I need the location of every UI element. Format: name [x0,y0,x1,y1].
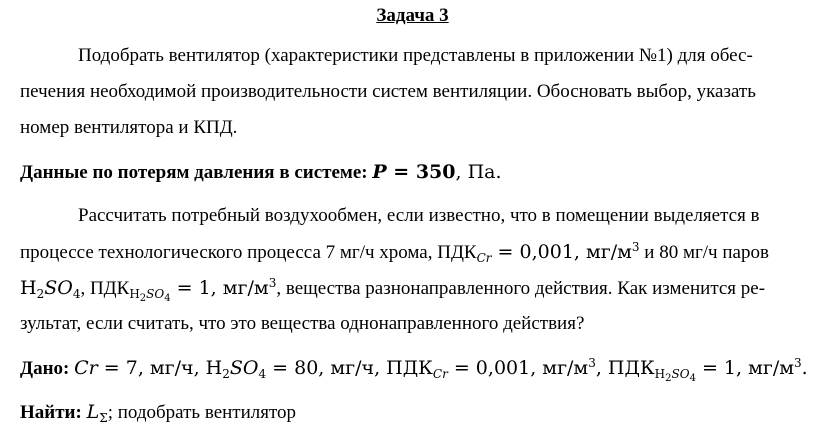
given-so-value: = 80, мг/ч, ПДК [266,357,433,379]
given-so: SO [229,357,259,379]
pdk-sub-h: H [129,287,140,301]
calc-line-3-tail: , вещества разнонаправленного действия. Как изменится ре- [276,278,766,299]
pdk-sub-so: SO [146,287,165,301]
given-pdk2-sub-so-index: 4 [689,373,696,384]
given-pdk2-label: , ПДК [595,357,655,379]
calc-line-2-tail: и 80 мг/ч паров [639,242,769,263]
task-text-line-3: номер вентилятора и КПД. [20,117,238,138]
pressure-label: Данные по потерям давления в системе: [20,162,373,183]
pdk-sub-so-index: 4 [164,293,171,304]
given-pdk-cr-subscript: Cr [432,367,448,381]
pressure-value: = 350 [386,161,456,183]
find-variable: L [86,401,100,423]
given-pdk2-value: = 1, мг/м [695,357,795,379]
pdk-sub-h-index: 2 [139,293,147,304]
pdk-h2so4-subscript [129,287,171,304]
pdk-h2so4-value: = 1, мг/м [170,277,269,299]
find-text: ; подобрать вентилятор [107,402,297,423]
given-end: . [801,357,808,379]
find-label: Найти: [20,402,87,423]
calc-text-line-2 [20,240,769,265]
formula-h-subscript: 2 [36,287,45,301]
given-h-subscript: 2 [222,367,230,381]
task-title: Задача 3 [376,5,449,26]
pressure-variable: P [372,161,387,183]
given-unit-superscript-2: 3 [794,356,802,370]
pdk-cr-subscript: Cr [476,251,492,265]
given-so-subscript: 4 [258,367,267,381]
formula-so: SO [44,277,73,299]
given-cr-value: = 7, мг/ч, H [97,357,223,379]
find-line [20,400,296,425]
calc-line-2-text: процессе технологического процесса 7 мг/ч хрома, ПДК [20,242,477,263]
given-pdk2-sub-h-index: 2 [665,373,672,384]
calc-text-line-4: зультат, если считать, что это вещества однонаправленного действия? [20,313,585,334]
unit-superscript-2: 3 [268,276,277,290]
pressure-unit: , Па. [455,161,502,183]
given-pdk-cr-value: = 0,001, мг/м [447,357,589,379]
given-unit-superscript: 3 [588,356,596,370]
formula-so-subscript: 4 [72,287,81,301]
given-pdk2-sub-so: SO [671,367,690,381]
given-pdk2-sub-h: H [654,367,666,381]
unit-superscript: 3 [631,240,640,254]
task-text-line-1: Подобрать вентилятор (характеристики представлены в приложении №1) для обес- [78,45,753,66]
given-label: Дано: [20,358,75,379]
pdk-cr-value: = 0,001, мг/м [491,241,632,263]
formula-h: H [20,277,37,299]
given-line [20,356,808,384]
given-pdk2-subscript [654,367,696,384]
find-variable-subscript: Σ [99,411,108,425]
pressure-data-line [20,160,502,185]
calc-text-line-1: Рассчитать потребный воздухообмен, если известно, что в помещении выделяется в [78,205,760,226]
task-text-line-2: печения необходимой производительности систем вентиляции. Обосновать выбор, указать [20,81,756,102]
pdk-label: , ПДК [80,278,130,299]
calc-text-line-3 [20,276,766,304]
given-cr: Cr [74,357,98,379]
